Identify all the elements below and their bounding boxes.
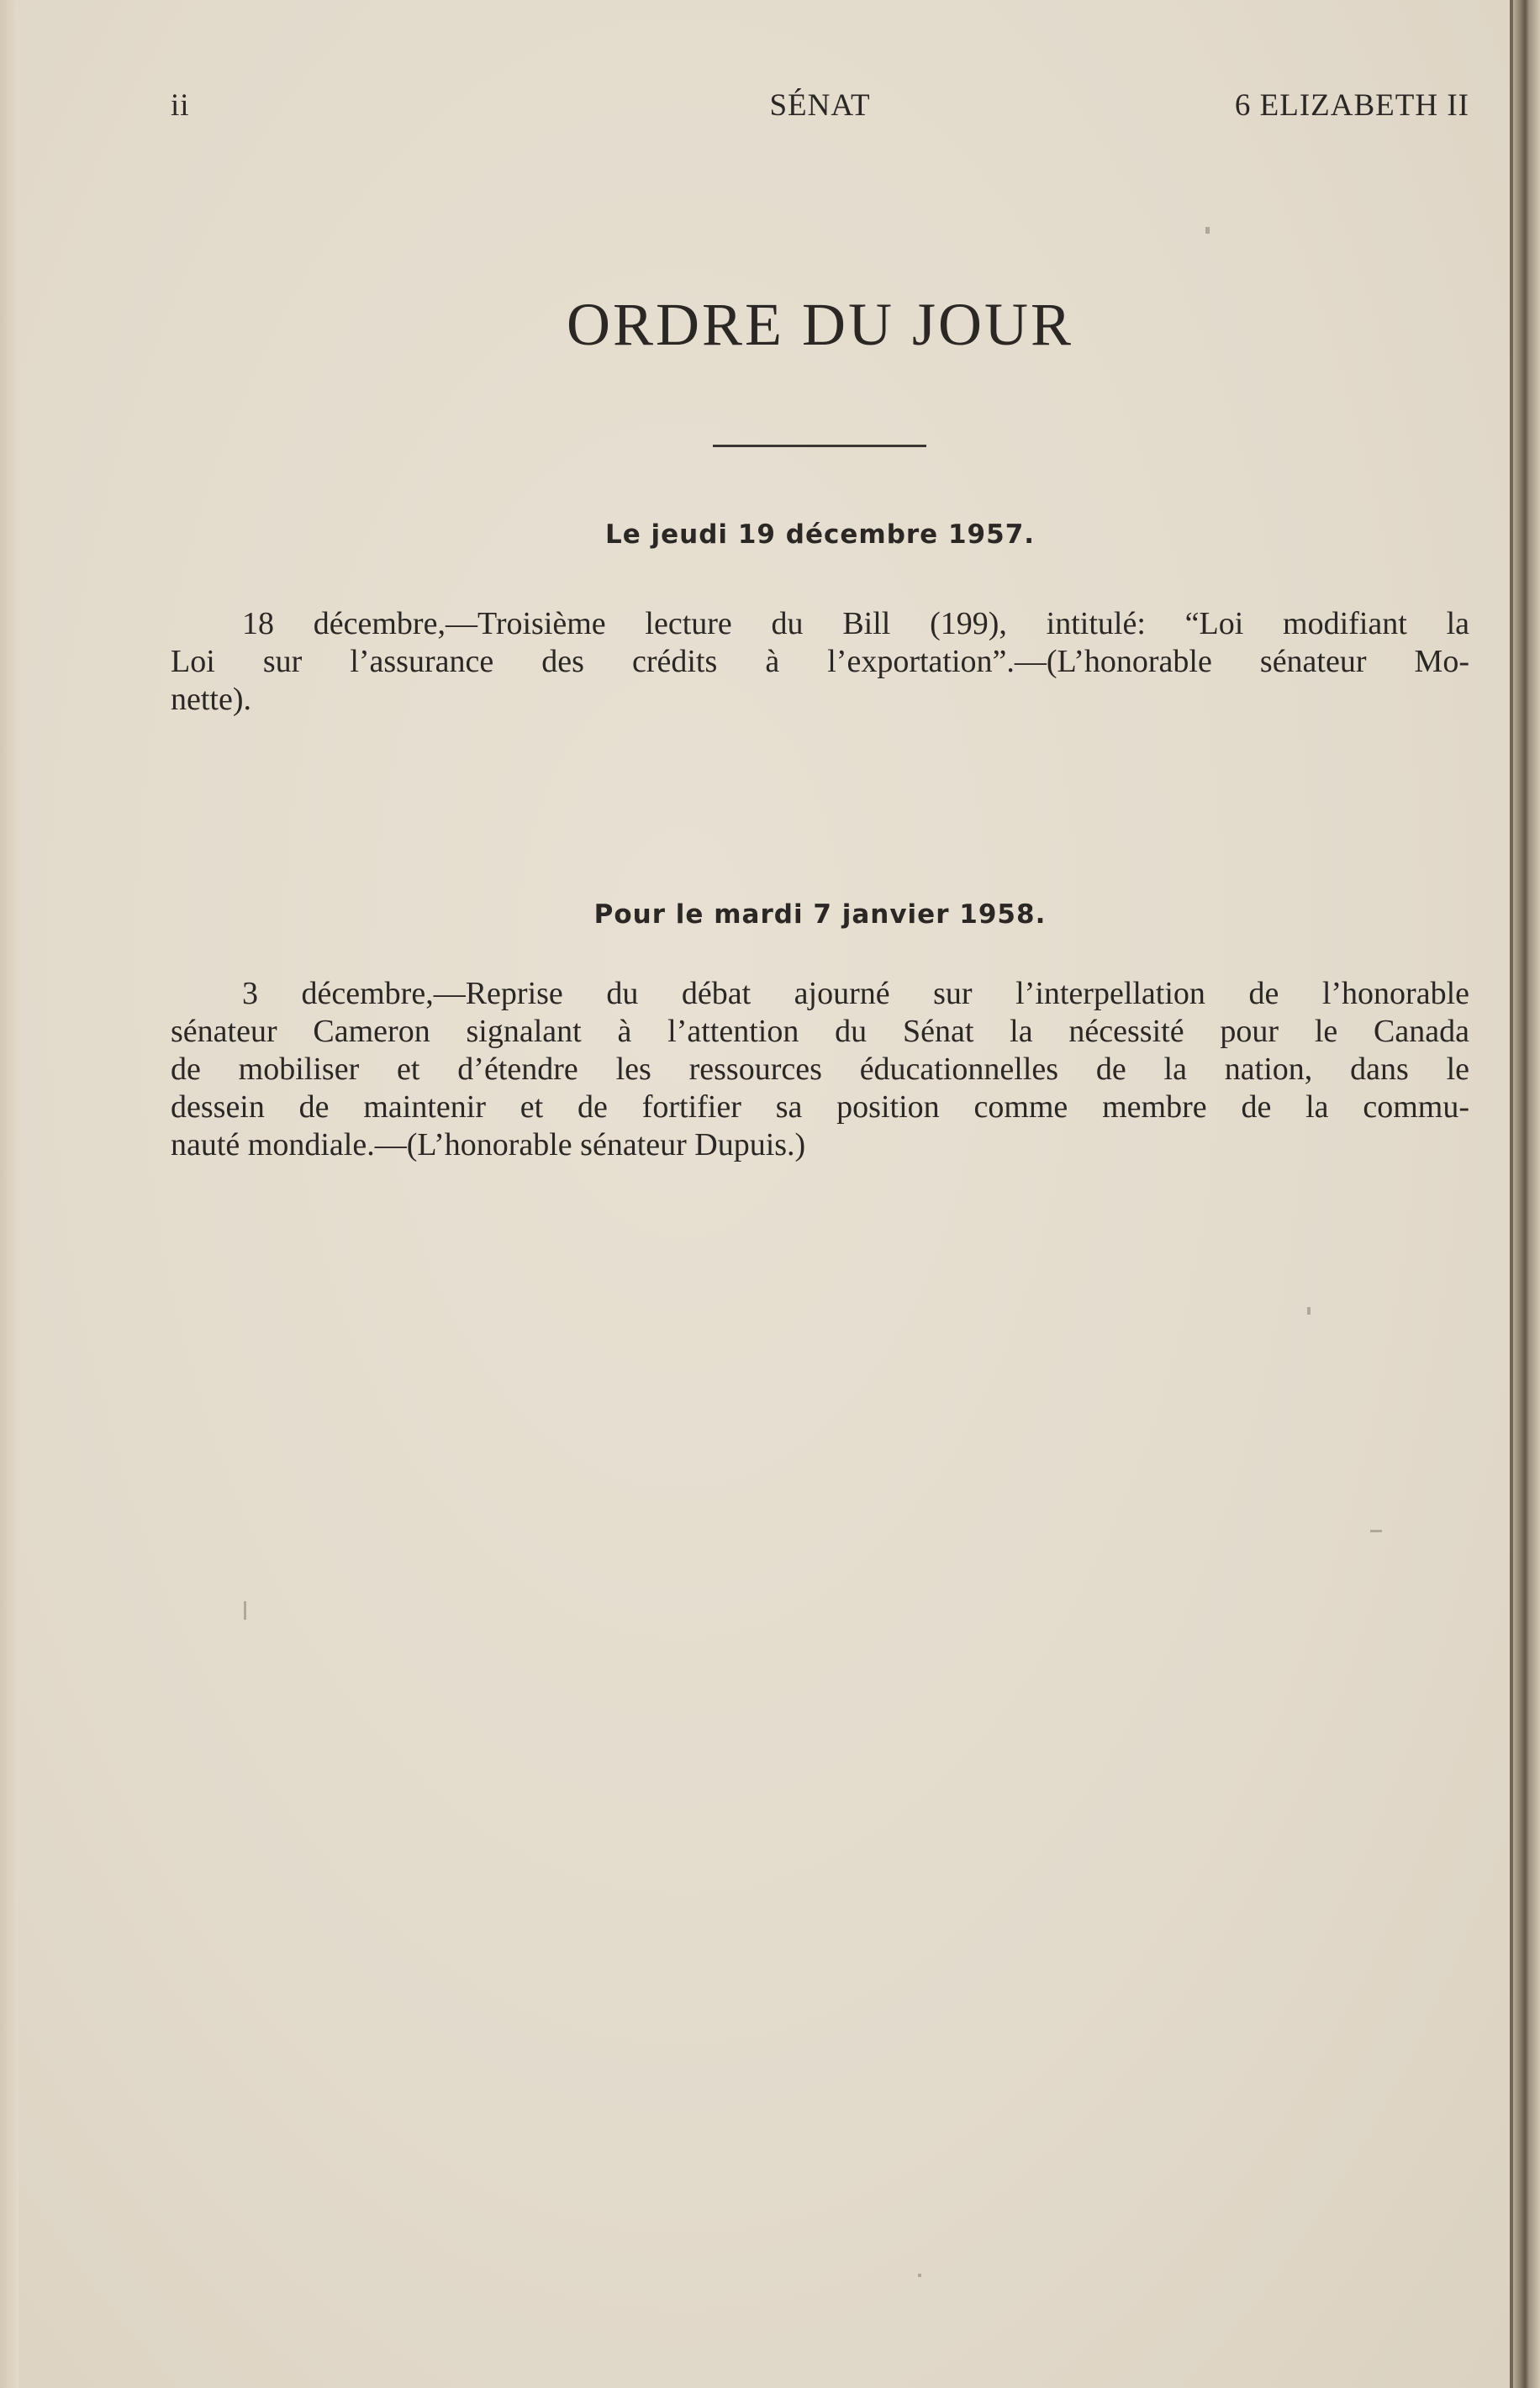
paper-speck — [244, 1601, 246, 1620]
section-date-heading: Le jeudi 19 décembre 1957. — [604, 519, 1036, 550]
paper-speck — [1370, 1530, 1382, 1532]
entry-line: nauté mondiale.—(L’honorable sénateur Dupuis.) — [171, 1127, 806, 1162]
entry-line: Loi sur l’assurance des crédits à l’exportation”.—(L’honorable sénateur Mo- — [171, 644, 1469, 679]
entry-line: 3 décembre,—Reprise du débat ajourné sur l’interpellation de l’honorable — [242, 976, 1469, 1011]
entry-line: sénateur Cameron signalant à l’attention du Sénat la nécessité pour le Canada — [171, 1014, 1469, 1049]
page-number: ii — [171, 88, 190, 123]
agenda-entry — [171, 975, 1469, 1164]
running-head — [171, 87, 1469, 121]
paper-speck — [1307, 1307, 1311, 1315]
page-title: ORDRE DU JOUR — [566, 291, 1074, 358]
agenda-entry — [171, 605, 1469, 719]
paper-speck — [918, 2274, 921, 2277]
running-head-right: 6 ELIZABETH II — [1234, 88, 1469, 123]
page-binding — [1513, 0, 1540, 2388]
entry-line: nette). — [171, 682, 252, 717]
running-head-center: SÉNAT — [769, 88, 871, 123]
title-rule — [713, 445, 926, 447]
section-date-heading: Pour le mardi 7 janvier 1958. — [593, 899, 1047, 930]
entry-line: dessein de maintenir et de fortifier sa position comme membre de la commu- — [171, 1089, 1469, 1125]
entry-line: de mobiliser et d’étendre les ressources éducationnelles de la nation, dans le — [171, 1052, 1469, 1087]
page-left-edge — [0, 0, 18, 2388]
entry-line: 18 décembre,—Troisième lecture du Bill (199), intitulé: “Loi modifiant la — [242, 606, 1469, 641]
paper-speck — [1205, 227, 1210, 234]
